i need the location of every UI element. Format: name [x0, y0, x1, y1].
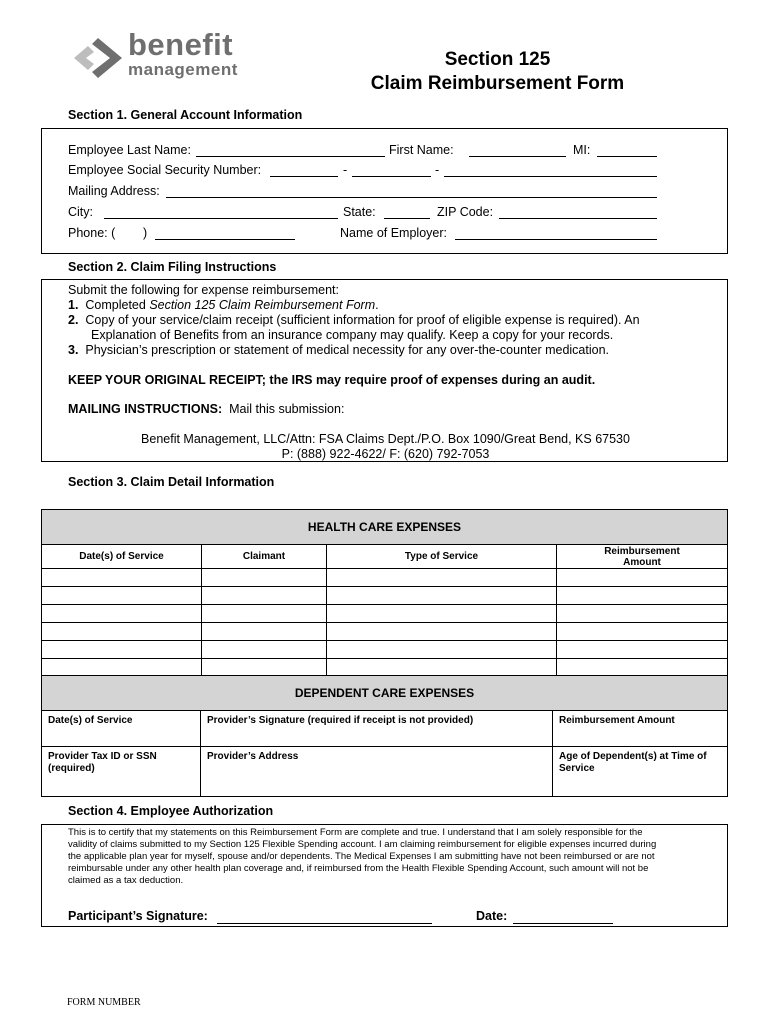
- table-row: [42, 587, 728, 605]
- signature-label: Participant’s Signature:: [68, 909, 208, 923]
- health-care-table: [41, 509, 728, 677]
- company-logo: [70, 27, 260, 84]
- contact-numbers: P: (888) 922-4622/ F: (620) 792-7053: [281, 447, 490, 461]
- section3-heading: Section 3. Claim Detail Information: [68, 475, 275, 489]
- zip-label: ZIP Code:: [437, 205, 494, 219]
- ssn-field-part2[interactable]: [352, 176, 431, 177]
- keep-receipt-notice: KEEP YOUR ORIGINAL RECEIPT; the IRS may require proof of expenses during an audit.: [68, 373, 596, 387]
- authorization-line-1: This is to certify that my statements on this Reimbursement Form are complete and true. I understand that I am solely responsible for the: [68, 827, 643, 838]
- dep-reimbursement-amount[interactable]: Reimbursement Amount: [553, 711, 728, 747]
- employer-field[interactable]: [455, 239, 657, 240]
- instruction-item-3: 3. Physician’s prescription or statement of medical necessity for any over-the-counter medication.: [68, 343, 610, 357]
- dep-provider-tax-id[interactable]: Provider Tax ID or SSN (required): [42, 747, 201, 797]
- logo-name: benefit: [128, 27, 234, 62]
- dependent-care-row-1: [42, 711, 728, 747]
- phone-area-close: ): [143, 226, 148, 240]
- col-date-of-service: Date(s) of Service: [42, 545, 202, 569]
- last-name-label: Employee Last Name:: [68, 143, 191, 157]
- section2-heading: Section 2. Claim Filing Instructions: [68, 260, 277, 274]
- phone-field[interactable]: [155, 239, 295, 240]
- instruction-item-1: 1. Completed Section 125 Claim Reimbursement Form.: [68, 298, 379, 312]
- ssn-field-part1[interactable]: [270, 176, 338, 177]
- ssn-dash-2: -: [435, 163, 440, 177]
- first-name-field[interactable]: [469, 156, 566, 157]
- health-care-column-headers: [42, 545, 728, 569]
- phone-label: Phone: (: [68, 226, 116, 240]
- section2-box: [41, 279, 728, 462]
- city-label: City:: [68, 205, 93, 219]
- mailing-address: Benefit Management, LLC/Attn: FSA Claims Dept./P.O. Box 1090/Great Bend, KS 67530: [141, 432, 630, 446]
- zip-field[interactable]: [499, 218, 657, 219]
- mailing-address-field[interactable]: [166, 197, 657, 198]
- instructions-intro: Submit the following for expense reimbursement:: [68, 283, 339, 297]
- signature-field[interactable]: [217, 923, 432, 924]
- form-title-line2: Claim Reimbursement Form: [370, 73, 625, 94]
- section4-heading: Section 4. Employee Authorization: [68, 804, 274, 818]
- dependent-care-table: [41, 675, 728, 797]
- table-row: [42, 659, 728, 677]
- mi-field[interactable]: [597, 156, 657, 157]
- logo-subtitle: management: [128, 60, 238, 79]
- instruction-item-2: 2. Copy of your service/claim receipt (sufficient information for proof of eligible expense is required). An: [68, 313, 640, 327]
- health-care-header: HEALTH CARE EXPENSES: [42, 510, 728, 545]
- ssn-dash-1: -: [343, 163, 348, 177]
- col-type-of-service: Type of Service: [327, 545, 557, 569]
- dep-provider-address[interactable]: Provider’s Address: [201, 747, 553, 797]
- form-number: FORM NUMBER: [67, 997, 141, 1008]
- col-reimbursement-amount: Reimbursement Amount: [557, 545, 728, 569]
- table-row: [42, 569, 728, 587]
- ssn-field-part3[interactable]: [444, 176, 657, 177]
- dep-age-of-dependents[interactable]: Age of Dependent(s) at Time of Service: [553, 747, 728, 797]
- section4-box: [41, 824, 728, 927]
- employer-label: Name of Employer:: [340, 226, 447, 240]
- col-claimant: Claimant: [202, 545, 327, 569]
- table-row: [42, 641, 728, 659]
- form-title-line1: Section 125: [444, 49, 551, 70]
- table-row: [42, 605, 728, 623]
- state-field[interactable]: [384, 218, 430, 219]
- dep-date-of-service[interactable]: Date(s) of Service: [42, 711, 201, 747]
- city-field[interactable]: [104, 218, 338, 219]
- table-row: [42, 623, 728, 641]
- ssn-label: Employee Social Security Number:: [68, 163, 262, 177]
- authorization-line-4: reimbursable under any other health plan coverage and, if reimbursed from the Health Flexible Spending Account, such amount will not be: [68, 863, 649, 874]
- dependent-care-row-2: [42, 747, 728, 797]
- authorization-line-2: validity of claims submitted to my Section 125 Flexible Spending account. I am claiming reimbursement for eligible expenses incurred during: [68, 839, 657, 850]
- authorization-line-3: the applicable plan year for myself, spouse and/or dependents. The Medical Expenses I am submitting have not been reimbursed or are not: [68, 851, 655, 862]
- last-name-field[interactable]: [196, 156, 385, 157]
- mailing-address-label: Mailing Address:: [68, 184, 160, 198]
- date-label: Date:: [476, 909, 508, 923]
- mi-label: MI:: [573, 143, 591, 157]
- dep-provider-signature[interactable]: Provider’s Signature (required if receipt is not provided): [201, 711, 553, 747]
- instruction-item-2-cont: Explanation of Benefits from an insurance company may qualify. Keep a copy for your records.: [91, 328, 614, 342]
- date-field[interactable]: [513, 923, 613, 924]
- first-name-label: First Name:: [389, 143, 454, 157]
- section1-heading: Section 1. General Account Information: [68, 108, 303, 122]
- logo-mark-icon: [70, 34, 126, 82]
- mailing-instructions: MAILING INSTRUCTIONS: Mail this submission:: [68, 402, 345, 416]
- section1-box: [41, 128, 728, 254]
- state-label: State:: [343, 205, 376, 219]
- dependent-care-header: DEPENDENT CARE EXPENSES: [42, 676, 728, 711]
- authorization-line-5: claimed as a tax deduction.: [68, 875, 184, 886]
